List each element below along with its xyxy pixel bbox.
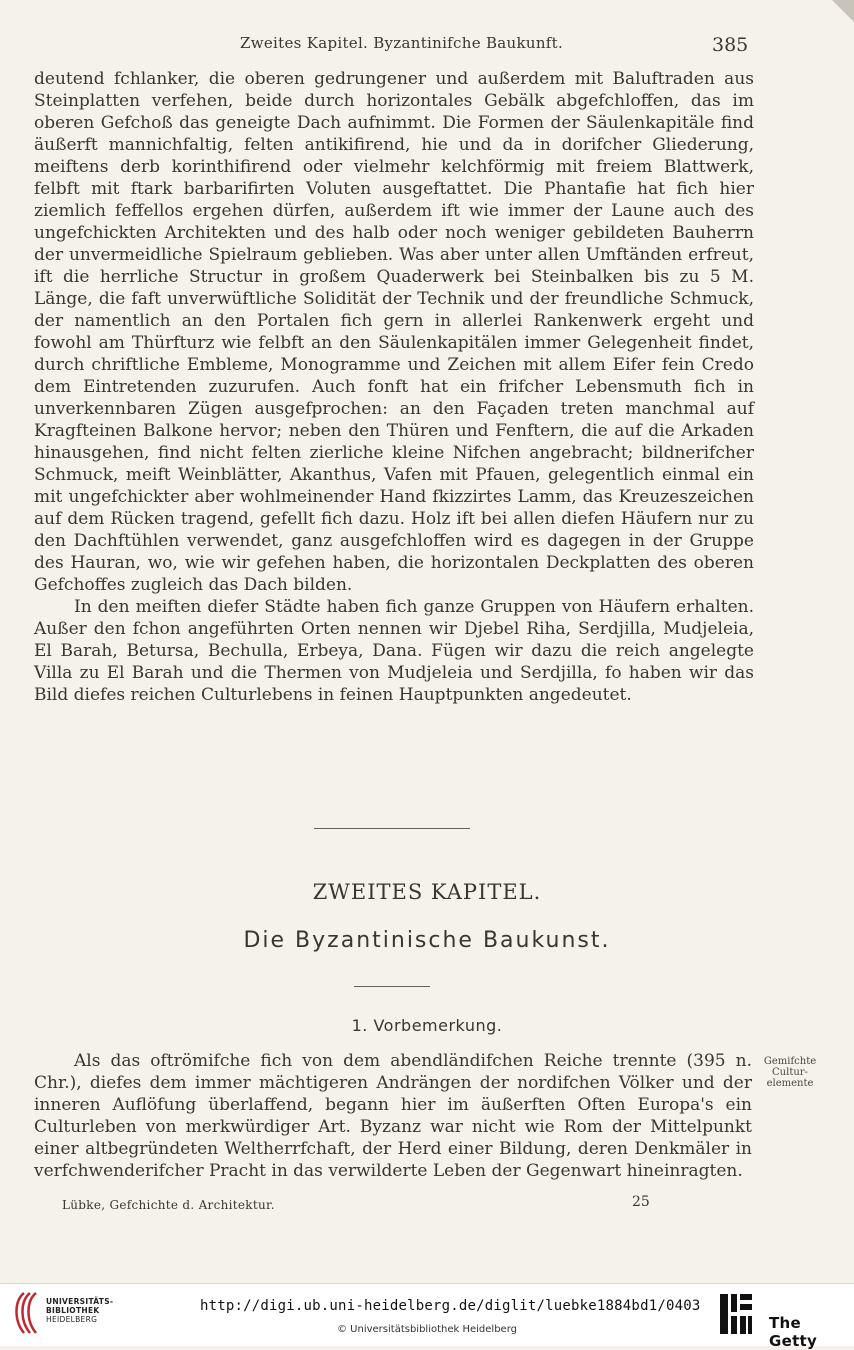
running-title: Zweites Kapitel. Byzantinifche Baukunft. bbox=[240, 34, 564, 52]
running-header bbox=[0, 30, 854, 70]
permalink-url[interactable]: http://digi.ub.uni-heidelberg.de/diglit/luebke1884bd1/0403 bbox=[200, 1298, 701, 1314]
chapter-title: ZWEITES KAPITEL. bbox=[312, 880, 542, 904]
paragraph: Als das oftrömifche fich von dem abendländifchen Reiche trennte (395 n. Chr.), diefes dem immer mächtigeren Andrängen der nordifchen Völker und der inneren Auflöfung überlaffend, begann hier im äußerften Often Europa's ein Culturleben von merkwürdiger Art. Byzanz war nicht wie Rom der Mittelpunkt einer altbegründeten Weltherrfchaft, der Herd einer Bildung, deren Denkmäler in verfchwenderifcher Pracht in das verwilderte Leben der Gegenwart hineinragten. bbox=[34, 1051, 752, 1181]
copyright-notice: © Universitätsbibliothek Heidelberg bbox=[336, 1324, 517, 1335]
partner-name: The Getty bbox=[769, 1314, 818, 1350]
paragraph: deutend fchlanker, die oberen gedrungener und außerdem mit Baluftraden aus Steinplatten verfehen, beide durch horizontales Gebälk abgefchloffen, das im oberen Gefchoß das geneigte Dach aufnimmt. Die Formen der Säulenkapitäle find äußerft mannichfaltig, felten antikifirend, hie und da in dorifcher Gliederung, meiftens derb korinthifirend oder vielmehr kelchförmig mit freiem Blattwerk, felbft mit ftark barbarifirten Voluten ausgeftattet. Die Phantafie hat fich hier ziemlich feffellos ergehen dürfen, außerdem ift wie immer der Laune auch des ungefchickten Architekten und des halb oder noch weniger gebildeten Bauherrn der unvermeidliche Spielraum geblieben. Was aber unter allen Umftänden erfreut, ift die herrliche Structur in großem Quaderwerk bei Steinbalken bis zu 5 M. Länge, die faft unverwüftliche Solidität der Technik und der freundliche Schmuck, der namentlich an den Portalen fich gern in allerlei Rankenwerk ergeht und fowohl am Thürfturz wie felbft an den Säulenkapitälen immer Gelegenheit findet, durch chriftliche Embleme, Monogramme und Zeichen mit allem Eifer fein Credo dem Eintretenden zuzurufen. Auch fonft hat ein frifcher Lebensmuth fich in unverkennbaren Zügen ausgefprochen: an den Façaden treten manchmal auf Kragfteinen Balkone hervor; neben den Thüren und Fenftern, die auf die Arkaden hinausgehen, find nicht felten zierliche kleine Nifchen angebracht; bildnerifcher Schmuck, meift Weinblätter, Akanthus, Vafen mit Pfauen, gelegentlich einmal ein mit ungefchickter aber wohlmeinender Hand fkizzirtes Lamm, das Kreuzeszeichen auf dem Rücken tragend, gefellt fich dazu. Holz ift bei allen diefen Häufern nur zu den Dachftühlen verwendet, ganz ausgefchloffen wird es dagegen in der Gruppe des Hauran, wo, wie wir gefehen haben, die horizontalen Deckplatten des oberen Gefchoffes zugleich das Dach bilden. bbox=[34, 69, 754, 595]
title-divider bbox=[354, 986, 430, 987]
library-footer-bar bbox=[0, 1283, 854, 1350]
institution-name: UNIVERSITÄTS- BIBLIOTHEK HEIDELBERG bbox=[46, 1297, 114, 1324]
page-number: 385 bbox=[712, 34, 749, 56]
main-text bbox=[34, 68, 754, 706]
chapter-subtitle: Die Byzantinische Baukunst. bbox=[243, 928, 611, 953]
page-corner bbox=[832, 0, 854, 22]
section-divider bbox=[314, 828, 470, 829]
getty-logo-icon bbox=[718, 1292, 754, 1336]
marginal-note: Gemifchte Cultur- elemente bbox=[763, 1056, 817, 1089]
paragraph: In den meiften diefer Städte haben fich ganze Gruppen von Häufern erhalten. Außer den fchon angeführten Orten nennen wir Djebel Riha, Serdjilla, Mudjeleia, El Barah, Betursa, Bechulla, Erbeya, Dana. Fügen wir dazu die reich angelegte Villa zu El Barah und die Thermen von Mudjeleia und Serdjilla, fo haben wir das Bild diefes reichen Culturlebens in feinen Hauptpunkten angedeutet. bbox=[34, 597, 754, 705]
section-heading: 1. Vorbemerkung. bbox=[351, 1016, 503, 1035]
signature-mark: 25 bbox=[632, 1194, 650, 1210]
footer-citation: Lübke, Gefchichte d. Architektur. bbox=[62, 1198, 275, 1212]
section-text bbox=[34, 1050, 752, 1182]
